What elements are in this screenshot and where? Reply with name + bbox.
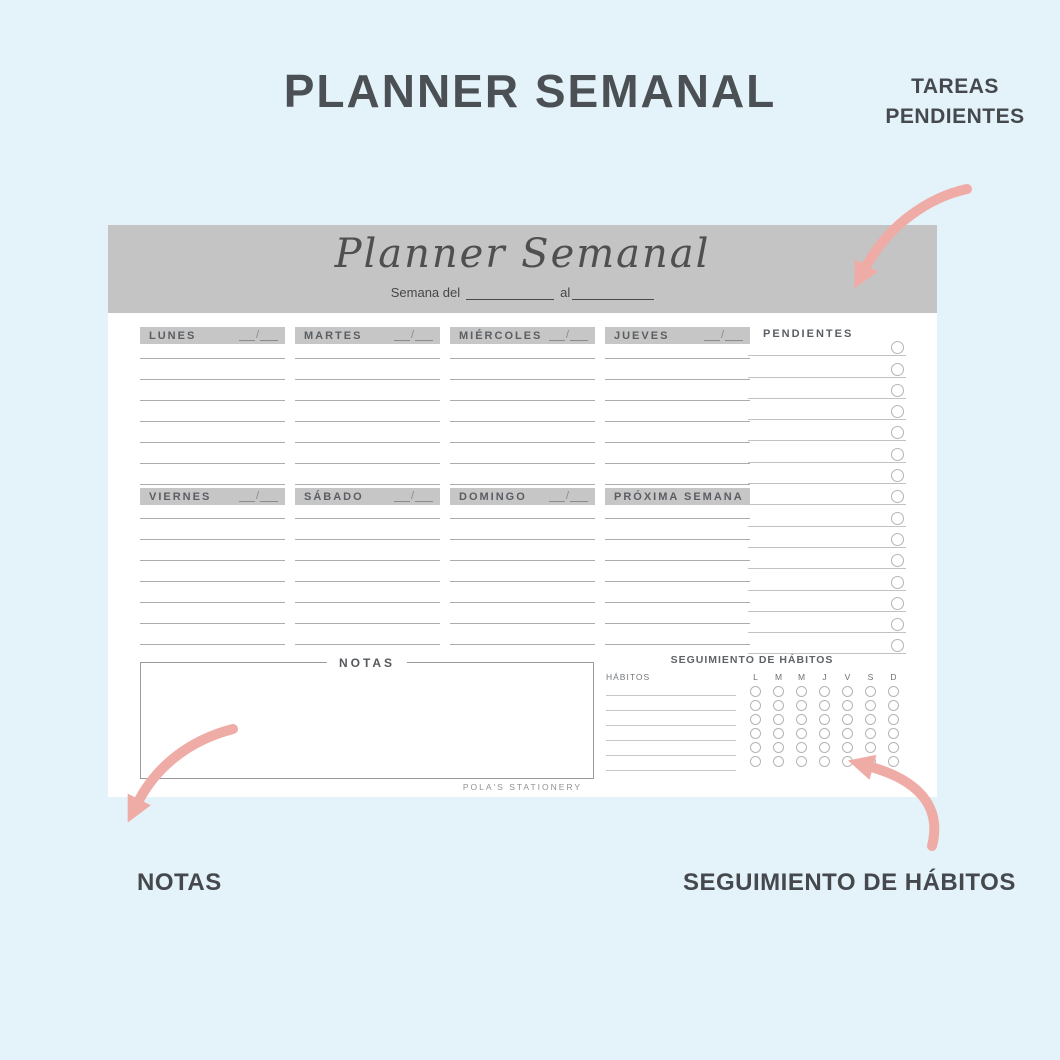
habit-circle-icon[interactable]	[865, 742, 876, 753]
page-title: PLANNER SEMANAL	[283, 65, 777, 117]
write-line[interactable]	[295, 582, 440, 603]
habit-name-lines	[606, 681, 736, 771]
pendientes-row[interactable]	[748, 463, 906, 484]
habit-write-line[interactable]	[606, 726, 736, 741]
pendientes-row[interactable]	[748, 420, 906, 441]
write-line[interactable]	[140, 540, 285, 561]
habit-circle-icon[interactable]	[819, 714, 830, 725]
write-line[interactable]	[450, 380, 595, 401]
write-line[interactable]	[450, 464, 595, 485]
date-separator: /	[255, 329, 259, 341]
write-line[interactable]	[140, 422, 285, 443]
habit-circle-icon[interactable]	[796, 714, 807, 725]
checkbox-circle-icon[interactable]	[891, 363, 904, 376]
day-label-jueves: JUEVES	[614, 329, 670, 342]
write-line[interactable]	[450, 338, 595, 359]
callout-seguimiento: SEGUIMIENTO DE HÁBITOS	[683, 869, 1016, 896]
habit-circle-icon[interactable]	[796, 756, 807, 767]
habit-circle-icon[interactable]	[842, 714, 853, 725]
write-line[interactable]	[140, 624, 285, 645]
habit-circle-icon[interactable]	[888, 756, 899, 767]
habit-circle-icon[interactable]	[842, 742, 853, 753]
write-line[interactable]	[605, 519, 750, 540]
checkbox-circle-icon[interactable]	[891, 576, 904, 589]
write-line[interactable]	[605, 401, 750, 422]
write-line[interactable]	[140, 464, 285, 485]
habit-circle-icon[interactable]	[796, 742, 807, 753]
checkbox-circle-icon[interactable]	[891, 341, 904, 354]
habit-circle-icon[interactable]	[842, 700, 853, 711]
habit-day-letter: M	[797, 672, 806, 682]
day-label-martes: MARTES	[304, 329, 363, 342]
checkbox-circle-icon[interactable]	[891, 448, 904, 461]
habit-circle-icon[interactable]	[865, 686, 876, 697]
checkbox-circle-icon[interactable]	[891, 469, 904, 482]
habit-circle-icon[interactable]	[773, 686, 784, 697]
day-lines-domingo	[450, 498, 595, 645]
write-line[interactable]	[295, 464, 440, 485]
habit-circle-icon[interactable]	[773, 756, 784, 767]
write-line[interactable]	[450, 498, 595, 519]
write-line[interactable]	[450, 603, 595, 624]
date-separator: /	[720, 329, 724, 341]
habit-circle-icon[interactable]	[773, 728, 784, 739]
write-line[interactable]	[295, 359, 440, 380]
day-label-lunes: LUNES	[149, 329, 197, 342]
pendientes-row[interactable]	[748, 591, 906, 612]
write-line[interactable]	[450, 582, 595, 603]
pendientes-row[interactable]	[748, 633, 906, 654]
checkbox-circle-icon[interactable]	[891, 426, 904, 439]
planner-script-title: Planner Semanal	[334, 231, 711, 277]
write-line[interactable]	[450, 540, 595, 561]
callout-notas: NOTAS	[137, 869, 222, 896]
pendientes-row[interactable]	[748, 378, 906, 399]
write-line[interactable]	[140, 519, 285, 540]
habit-circle-icon[interactable]	[750, 700, 761, 711]
day-lines-martes	[295, 338, 440, 485]
habit-day-letter: J	[822, 672, 827, 682]
write-line[interactable]	[605, 464, 750, 485]
habit-write-line[interactable]	[606, 756, 736, 771]
pendientes-row[interactable]	[748, 527, 906, 548]
habit-circle-icon[interactable]	[750, 686, 761, 697]
habit-circle-icon[interactable]	[819, 728, 830, 739]
write-line[interactable]	[295, 338, 440, 359]
checkbox-circle-icon[interactable]	[891, 618, 904, 631]
checkbox-circle-icon[interactable]	[891, 405, 904, 418]
habit-write-line[interactable]	[606, 696, 736, 711]
habit-circle-icon[interactable]	[888, 714, 899, 725]
habit-circle-icon[interactable]	[796, 686, 807, 697]
day-label-domingo: DOMINGO	[459, 490, 527, 503]
week-label-prefix: Semana del	[390, 285, 461, 300]
pendientes-row[interactable]	[748, 569, 906, 590]
day-label-miercoles: MIÉRCOLES	[459, 329, 543, 342]
habit-circle-icon[interactable]	[819, 742, 830, 753]
habit-circle-icon[interactable]	[750, 728, 761, 739]
habit-day-letter: V	[844, 672, 851, 682]
week-label-connector: al	[560, 285, 571, 300]
write-line[interactable]	[450, 443, 595, 464]
habit-day-letter: S	[867, 672, 874, 682]
habit-circle-icon[interactable]	[888, 686, 899, 697]
write-line[interactable]	[605, 624, 750, 645]
date-separator: /	[565, 329, 569, 341]
pendientes-row[interactable]	[748, 612, 906, 633]
habit-circle-icon[interactable]	[750, 714, 761, 725]
write-line[interactable]	[295, 561, 440, 582]
write-line[interactable]	[295, 624, 440, 645]
checkbox-circle-icon[interactable]	[891, 554, 904, 567]
day-lines-sabado	[295, 498, 440, 645]
date-separator: /	[565, 490, 569, 502]
checkbox-circle-icon[interactable]	[891, 512, 904, 525]
write-line[interactable]	[295, 443, 440, 464]
habit-circle-icon[interactable]	[750, 756, 761, 767]
write-line[interactable]	[450, 624, 595, 645]
write-line[interactable]	[140, 359, 285, 380]
checkbox-circle-icon[interactable]	[891, 490, 904, 503]
habit-circle-icon[interactable]	[842, 756, 853, 767]
write-line[interactable]	[605, 540, 750, 561]
habit-circle-icon[interactable]	[773, 700, 784, 711]
write-line[interactable]	[140, 582, 285, 603]
day-label-viernes: VIERNES	[149, 490, 212, 503]
day-lines-jueves	[605, 338, 750, 485]
habit-circle-icon[interactable]	[819, 686, 830, 697]
habit-circle-icon[interactable]	[773, 742, 784, 753]
write-line[interactable]	[605, 422, 750, 443]
write-line[interactable]	[605, 561, 750, 582]
pendientes-row[interactable]	[748, 505, 906, 526]
habit-circle-icon[interactable]	[842, 686, 853, 697]
write-line[interactable]	[605, 443, 750, 464]
day-lines-proxima-semana	[605, 498, 750, 645]
write-line[interactable]	[295, 422, 440, 443]
write-line[interactable]	[450, 401, 595, 422]
habit-circle-icon[interactable]	[819, 700, 830, 711]
write-line[interactable]	[450, 422, 595, 443]
write-line[interactable]	[450, 519, 595, 540]
pendientes-row[interactable]	[748, 484, 906, 505]
checkbox-circle-icon[interactable]	[891, 597, 904, 610]
write-line[interactable]	[295, 401, 440, 422]
planner-card	[108, 225, 937, 797]
day-label-sabado: SÁBADO	[304, 490, 364, 503]
write-line[interactable]	[295, 540, 440, 561]
pendientes-row[interactable]	[748, 548, 906, 569]
notes-box[interactable]	[140, 656, 594, 779]
write-line[interactable]	[295, 380, 440, 401]
write-line[interactable]	[140, 498, 285, 519]
habit-circle-icon[interactable]	[888, 700, 899, 711]
date-separator: /	[255, 490, 259, 502]
habit-write-line[interactable]	[606, 711, 736, 726]
habit-day-letter: L	[753, 672, 758, 682]
habit-tracker-title: SEGUIMIENTO DE HÁBITOS	[670, 654, 834, 666]
write-line[interactable]	[140, 443, 285, 464]
pendientes-row[interactable]	[748, 335, 906, 356]
write-line[interactable]	[450, 561, 595, 582]
habits-column-label: HÁBITOS	[606, 672, 651, 682]
write-line[interactable]	[605, 498, 750, 519]
write-line[interactable]	[140, 338, 285, 359]
write-line[interactable]	[605, 359, 750, 380]
habit-circle-icon[interactable]	[796, 700, 807, 711]
checkbox-circle-icon[interactable]	[891, 639, 904, 652]
habit-circle-icon[interactable]	[888, 742, 899, 753]
habit-circle-icon[interactable]	[842, 728, 853, 739]
day-label-proxima-semana: PRÓXIMA SEMANA	[614, 490, 744, 503]
date-separator: /	[410, 329, 414, 341]
date-separator: /	[410, 490, 414, 502]
habit-circle-icon[interactable]	[888, 728, 899, 739]
pendientes-row[interactable]	[748, 441, 906, 462]
write-line[interactable]	[295, 603, 440, 624]
write-line[interactable]	[140, 380, 285, 401]
habit-circle-grid	[744, 670, 905, 768]
write-line[interactable]	[295, 498, 440, 519]
habit-circle-icon[interactable]	[773, 714, 784, 725]
habit-day-letter: M	[774, 672, 783, 682]
habit-circle-icon[interactable]	[865, 728, 876, 739]
write-line[interactable]	[605, 380, 750, 401]
habit-circle-icon[interactable]	[819, 756, 830, 767]
notes-label: NOTAS	[327, 656, 407, 670]
checkbox-circle-icon[interactable]	[891, 384, 904, 397]
habit-write-line[interactable]	[606, 681, 736, 696]
habit-write-line[interactable]	[606, 741, 736, 756]
write-line[interactable]	[140, 561, 285, 582]
write-line[interactable]	[605, 603, 750, 624]
day-lines-miercoles	[450, 338, 595, 485]
checkbox-circle-icon[interactable]	[891, 533, 904, 546]
habit-circle-icon[interactable]	[796, 728, 807, 739]
habit-day-letter: D	[890, 672, 897, 682]
callout-tareas-line1: TAREAS	[911, 75, 999, 98]
pendientes-row[interactable]	[748, 399, 906, 420]
write-line[interactable]	[140, 401, 285, 422]
day-lines-lunes	[140, 338, 285, 485]
pendientes-row[interactable]	[748, 356, 906, 377]
write-line[interactable]	[295, 519, 440, 540]
write-line[interactable]	[605, 582, 750, 603]
habit-circle-icon[interactable]	[865, 714, 876, 725]
habit-circle-icon[interactable]	[865, 756, 876, 767]
habit-circle-icon[interactable]	[865, 700, 876, 711]
habit-circle-icon[interactable]	[750, 742, 761, 753]
brand-footer: POLA'S STATIONERY	[462, 782, 583, 792]
pendientes-header: PENDIENTES	[763, 328, 854, 340]
write-line[interactable]	[605, 338, 750, 359]
callout-tareas-line2: PENDIENTES	[885, 105, 1025, 128]
callout-tareas-pendientes	[870, 72, 1040, 132]
day-lines-viernes	[140, 498, 285, 645]
write-line[interactable]	[450, 359, 595, 380]
pendientes-list	[748, 335, 906, 654]
write-line[interactable]	[140, 603, 285, 624]
